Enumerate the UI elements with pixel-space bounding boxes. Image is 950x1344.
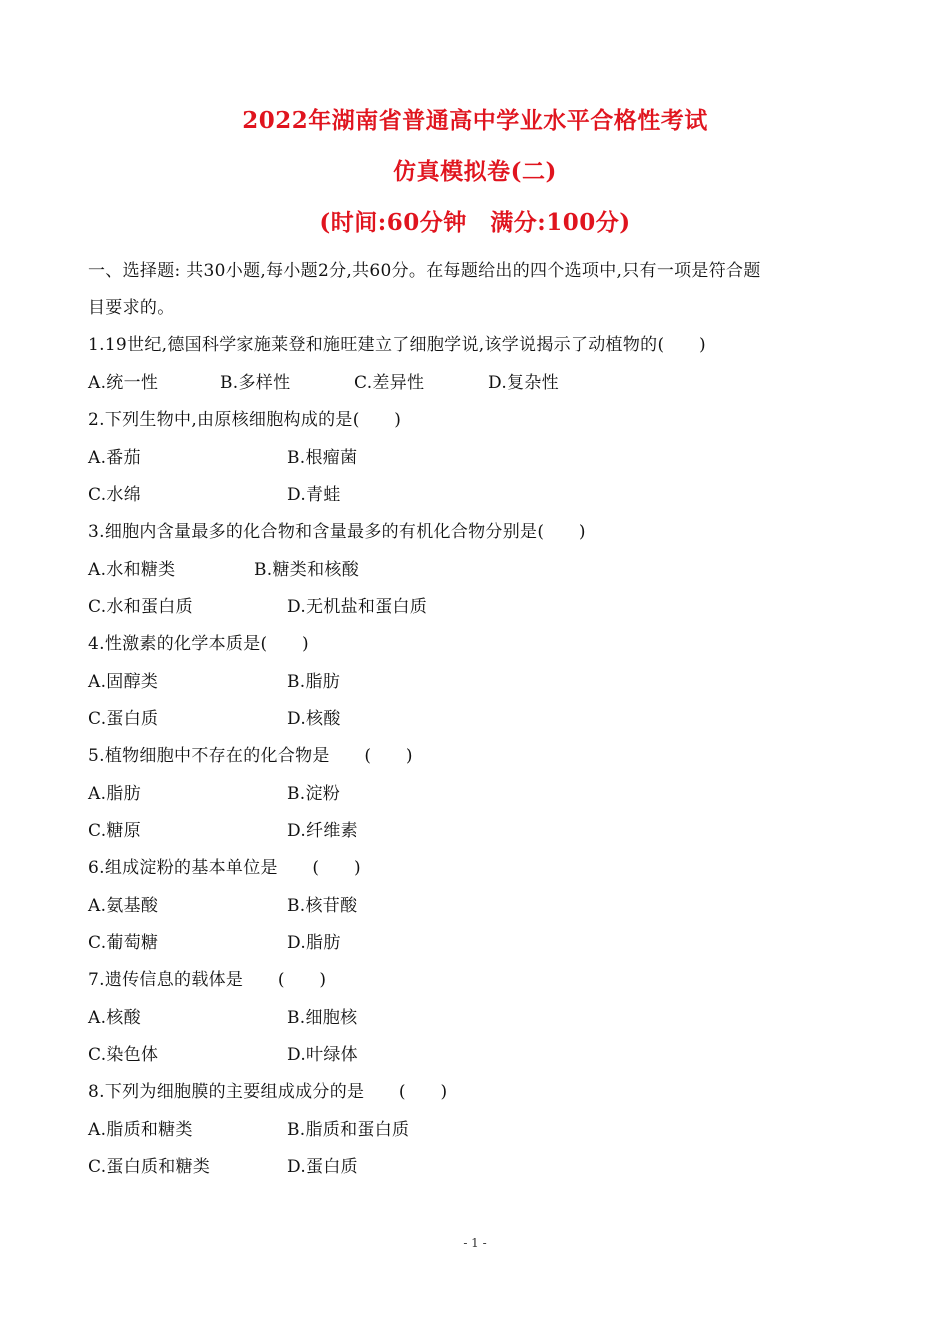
question-4-stem: 4.性激素的化学本质是( ) xyxy=(88,634,309,654)
question-1-option-c: C.差异性 xyxy=(354,373,425,393)
question-8-stem: 8.下列为细胞膜的主要组成成分的是 ( ) xyxy=(88,1082,448,1102)
question-3-option-b: B.糖类和核酸 xyxy=(254,560,359,580)
question-5-option-a: A.脂肪 xyxy=(88,784,141,804)
question-3-option-c: C.水和蛋白质 xyxy=(88,597,193,617)
page-number: - 1 - xyxy=(463,1236,487,1250)
question-4-option-b: B.脂肪 xyxy=(287,672,341,692)
question-4-option-d: D.核酸 xyxy=(287,709,341,729)
question-8-option-d: D.蛋白质 xyxy=(287,1157,358,1177)
question-1-stem: 1.19世纪,德国科学家施莱登和施旺建立了细胞学说,该学说揭示了动植物的( ) xyxy=(88,335,706,355)
question-3-option-d: D.无机盐和蛋白质 xyxy=(287,597,428,617)
section-instruction: 一、选择题: 共30小题,每小题2分,共60分。在每题给出的四个选项中,只有一项是符合题 xyxy=(88,261,761,281)
question-6-option-a: A.氨基酸 xyxy=(88,896,159,916)
question-5-option-d: D.纤维素 xyxy=(287,821,358,841)
exam-title: 2022年湖南省普通高中学业水平合格性考试 xyxy=(242,107,708,134)
question-8-option-c: C.蛋白质和糖类 xyxy=(88,1157,211,1177)
question-1-option-d: D.复杂性 xyxy=(488,373,559,393)
question-6-option-c: C.葡萄糖 xyxy=(88,933,159,953)
question-5-stem: 5.植物细胞中不存在的化合物是 ( ) xyxy=(88,746,413,766)
question-2-stem: 2.下列生物中,由原核细胞构成的是( ) xyxy=(88,410,402,430)
question-7-stem: 7.遗传信息的载体是 ( ) xyxy=(88,970,327,990)
question-6-option-b: B.核苷酸 xyxy=(287,896,358,916)
question-3-option-a: A.水和糖类 xyxy=(88,560,176,580)
exam-time-score: (时间:60分钟 满分:100分) xyxy=(319,209,631,236)
question-7-option-d: D.叶绿体 xyxy=(287,1045,358,1065)
question-6-stem: 6.组成淀粉的基本单位是 ( ) xyxy=(88,858,361,878)
question-5-option-c: C.糖原 xyxy=(88,821,142,841)
question-3-stem: 3.细胞内含量最多的化合物和含量最多的有机化合物分别是( ) xyxy=(88,522,586,542)
question-5-option-b: B.淀粉 xyxy=(287,784,341,804)
question-1-option-b: B.多样性 xyxy=(220,373,291,393)
question-2-option-c: C.水绵 xyxy=(88,485,142,505)
question-7-option-c: C.染色体 xyxy=(88,1045,159,1065)
question-4-option-c: C.蛋白质 xyxy=(88,709,159,729)
question-2-option-a: A.番茄 xyxy=(88,448,141,468)
question-8-option-b: B.脂质和蛋白质 xyxy=(287,1120,410,1140)
question-4-option-a: A.固醇类 xyxy=(88,672,159,692)
question-7-option-b: B.细胞核 xyxy=(287,1008,358,1028)
question-6-option-d: D.脂肪 xyxy=(287,933,341,953)
question-2-option-d: D.青蛙 xyxy=(287,485,341,505)
question-8-option-a: A.脂质和糖类 xyxy=(88,1120,193,1140)
question-7-option-a: A.核酸 xyxy=(88,1008,141,1028)
question-2-option-b: B.根瘤菌 xyxy=(287,448,358,468)
section-instruction-cont: 目要求的。 xyxy=(88,298,175,318)
exam-subtitle: 仿真模拟卷(二) xyxy=(393,158,557,185)
question-1-option-a: A.统一性 xyxy=(88,373,159,393)
